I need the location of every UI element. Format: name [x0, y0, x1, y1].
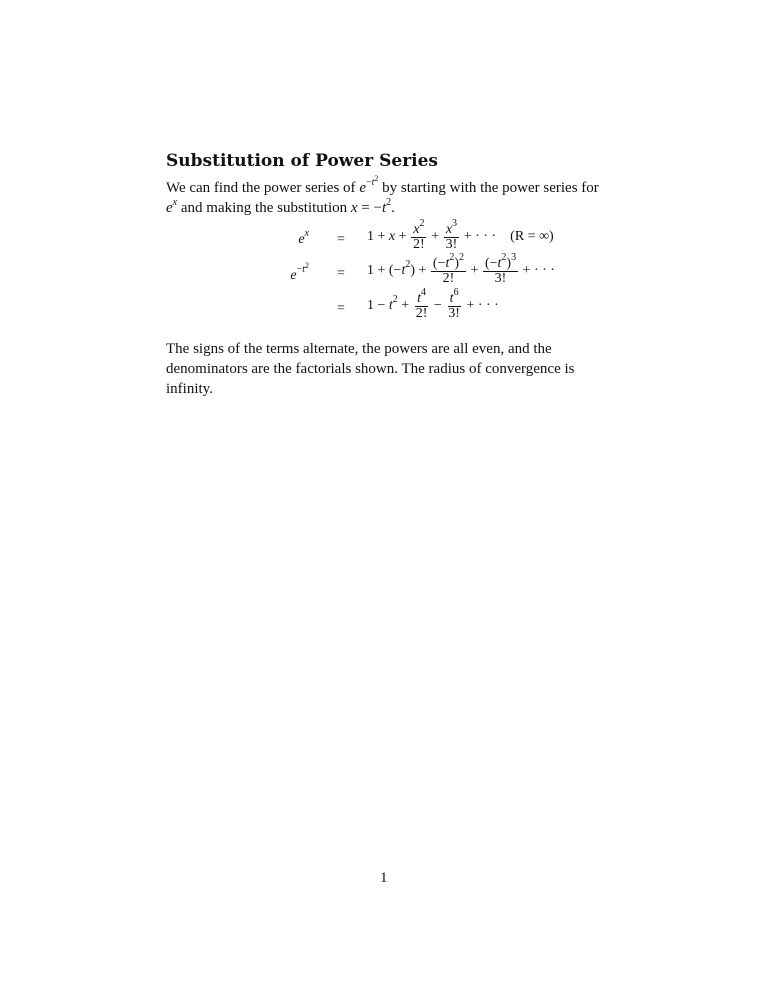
- eq-row1-op1: +: [395, 229, 411, 245]
- intro-subst-pow: 2: [386, 197, 392, 208]
- eq-row1-radius: (R = ∞): [510, 229, 554, 245]
- equation-array: [166, 218, 611, 332]
- eq-row1-frac1-num: [411, 218, 426, 238]
- conclusion-paragraph: The signs of the terms alternate, the powers are all even, and the denominators are the factorials shown. The radius of convergence is infinity.: [166, 341, 575, 397]
- eq-row1-frac2-num: [444, 218, 459, 238]
- eq-row2-frac2-den: 3!: [494, 271, 507, 286]
- section-heading: Substitution of Power Series: [166, 151, 438, 171]
- eq-row1-frac1-var: x: [413, 222, 420, 237]
- eq-row1-frac2-var: x: [445, 222, 453, 237]
- eq-row2-term2-pow: 2: [405, 259, 411, 271]
- eq-row2-frac2: [483, 252, 518, 286]
- eq-row2-frac1: [431, 252, 466, 286]
- page-number: 1: [380, 870, 388, 886]
- eq-row1-tail: + · · ·: [460, 229, 497, 245]
- eq-row2-lhs-exp-pow: 2: [305, 261, 309, 270]
- intro-subst-var: x: [350, 200, 358, 216]
- intro-text-1: We can find the power series of: [166, 180, 360, 196]
- eq-row2-frac1-num: [431, 252, 466, 272]
- eq-row2-op1: ) +: [410, 263, 430, 279]
- eq-row1-frac1-pow: 2: [419, 218, 425, 229]
- eq-row3-frac1-den: 2!: [415, 306, 428, 321]
- eq-row1-frac1-den: 2!: [413, 237, 425, 252]
- eq-row2-lhs-exp: [296, 261, 309, 275]
- eq-row1-op2: +: [427, 229, 443, 245]
- eq-row2-frac1-var: t: [445, 256, 450, 271]
- intro-expr1-exp-pow: 2: [374, 174, 379, 183]
- eq-row1-lhs: [298, 228, 309, 248]
- eq-row2-frac2-open: (−: [484, 256, 498, 271]
- eq-row2-lhs-exp-sign: −: [296, 264, 303, 275]
- eq-row1-rhs: [367, 218, 554, 252]
- intro-expr1-exponent: [365, 174, 379, 188]
- eq-row2-term2: t: [401, 263, 406, 279]
- eq-row2-tail: + · · ·: [519, 263, 555, 279]
- eq-row2-lhs-base: e: [290, 268, 297, 283]
- intro-expr1-exp-sign: −: [365, 177, 372, 188]
- eq-row3-term2-pow: 2: [392, 294, 398, 306]
- eq-row3-op1: +: [397, 298, 413, 314]
- eq-row2-frac2-pow: 3: [511, 252, 517, 263]
- eq-row1-equals: =: [337, 232, 345, 247]
- eq-row3-rhs: [367, 287, 499, 321]
- intro-paragraph: [166, 174, 611, 218]
- eq-row3-op2: −: [430, 298, 446, 314]
- eq-row2-frac2-inner-pow: 2: [501, 252, 507, 263]
- eq-row3-frac2-var: t: [449, 291, 454, 306]
- intro-expr2-exponent: x: [172, 197, 178, 208]
- eq-row3-equals: =: [337, 301, 345, 316]
- eq-row1-term2: x: [388, 229, 396, 245]
- eq-row3-frac2: [446, 287, 462, 321]
- intro-expr1-base: e: [359, 180, 366, 196]
- intro-text-4: .: [391, 200, 395, 216]
- eq-row3-frac1-pow: 4: [420, 287, 426, 298]
- eq-row3-frac2-den: 3!: [448, 306, 460, 321]
- intro-expr2-base: e: [166, 200, 173, 216]
- intro-expr1-exp-var: t: [371, 177, 375, 188]
- eq-row2-lhs-exp-var: t: [302, 264, 305, 275]
- eq-row1-frac2-den: 3!: [445, 237, 458, 252]
- eq-row2-equals: =: [337, 266, 345, 281]
- eq-row2-term1: 1 + (−: [367, 263, 402, 279]
- eq-row2-frac1-inner-pow: 2: [449, 252, 455, 263]
- intro-subst-t: t: [381, 200, 387, 216]
- eq-row2-frac2-var: t: [497, 256, 502, 271]
- eq-row3-term1: 1 −: [367, 298, 389, 314]
- eq-row2-rhs: [367, 252, 555, 286]
- eq-row3-tail: + · · ·: [462, 298, 499, 314]
- intro-text-2: by starting with the power series for: [378, 180, 599, 196]
- eq-row2-op2: +: [467, 263, 482, 279]
- eq-row1-frac2: [444, 218, 460, 252]
- intro-subst-eq: = −: [357, 200, 382, 216]
- eq-row3-frac2-num: [448, 287, 461, 307]
- eq-row3-frac1-var: t: [417, 291, 421, 306]
- eq-row2-lhs: [290, 261, 309, 284]
- eq-row3-frac1: [414, 287, 430, 321]
- eq-row1-frac1: [411, 218, 427, 252]
- eq-row2-frac1-pow: 2: [459, 252, 465, 263]
- eq-row2-frac2-close: ): [506, 256, 512, 271]
- eq-row3-term2: t: [388, 298, 393, 314]
- eq-row2-frac1-close: ): [454, 256, 460, 271]
- eq-row2-frac1-open: (−: [432, 256, 446, 271]
- eq-row3-frac2-pow: 6: [453, 287, 459, 298]
- eq-row1-term1: 1 +: [367, 229, 389, 245]
- eq-row1-frac2-pow: 3: [452, 218, 458, 229]
- eq-row1-lhs-base: e: [298, 232, 305, 247]
- eq-row3-frac1-num: [415, 287, 428, 307]
- intro-text-3: and making the substitution: [177, 200, 351, 216]
- eq-row2-frac1-den: 2!: [442, 271, 455, 286]
- eq-row1-lhs-exp: x: [304, 228, 309, 239]
- eq-row2-frac2-num: [483, 252, 518, 272]
